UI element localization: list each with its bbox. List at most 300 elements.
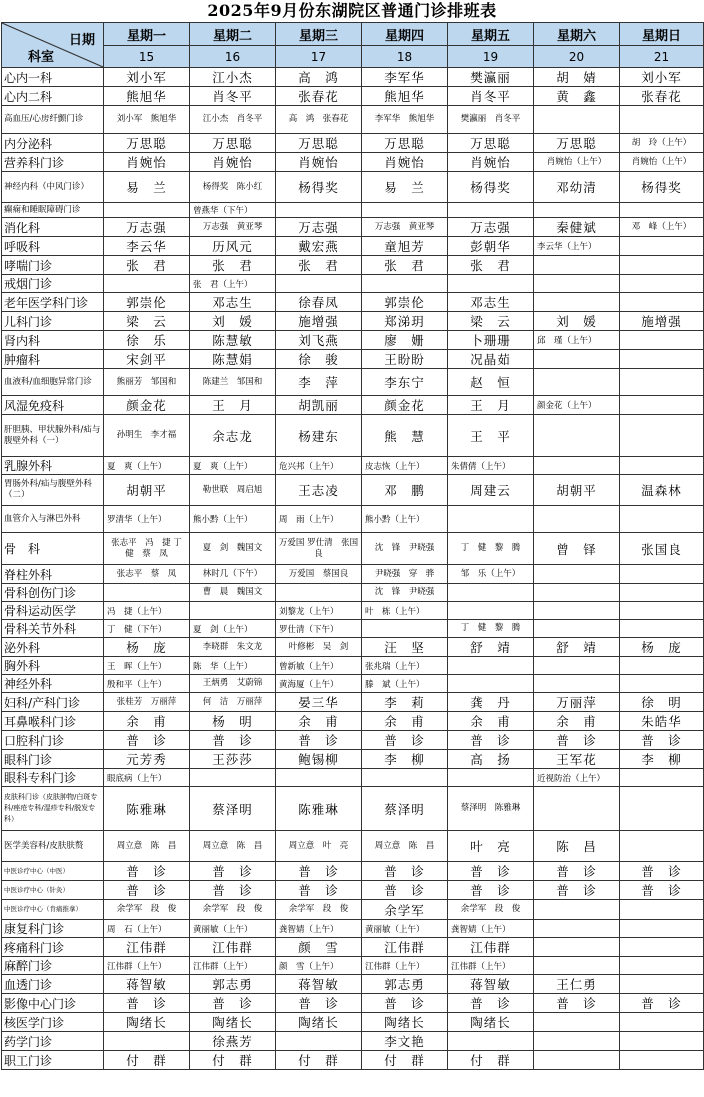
doctor-cell: 颜金花: [104, 396, 190, 415]
doctor-cell: 付 群: [190, 1051, 276, 1070]
doctor-cell: 沈 锋 尹晓强: [362, 533, 448, 565]
doctor-cell: 夏 剑 魏国文: [190, 533, 276, 565]
doctor-cell: 余学军 段 俊: [448, 900, 534, 920]
doctor-cell: [534, 787, 620, 831]
doctor-cell: [620, 1013, 704, 1032]
doctor-cell: 江伟群（上午）: [190, 957, 276, 975]
table-row: [2, 638, 704, 657]
doctor-cell: 晏三华: [276, 693, 362, 712]
doctor-cell: 江伟群（上午）: [104, 957, 190, 975]
doctor-cell: 普 诊: [620, 881, 704, 900]
doctor-cell: 李军华: [362, 68, 448, 87]
doctor-cell: [620, 602, 704, 620]
dept-name: 中医诊疗中心（肯痛推拿）: [2, 900, 104, 920]
doctor-cell: [620, 293, 704, 312]
page-title: 2025年9月份东湖院区普通门诊排班表: [207, 1, 497, 20]
doctor-cell: 万爱国 蔡国良: [276, 565, 362, 584]
table-row: [2, 731, 704, 750]
dept-name: 眼科门诊: [2, 750, 104, 769]
doctor-cell: 蔡泽明: [190, 787, 276, 831]
doctor-cell: 高 鸿 张春花: [276, 106, 362, 134]
doctor-cell: [534, 350, 620, 369]
doctor-cell: 李东宁: [362, 369, 448, 396]
doctor-cell: 张志平 冯 捷 丁 健 蔡 凤: [104, 533, 190, 565]
doctor-cell: 颜 雪: [276, 938, 362, 957]
doctor-cell: 舒 靖: [534, 638, 620, 657]
doctor-cell: 余学军 段 俊: [104, 900, 190, 920]
doctor-cell: [448, 657, 534, 675]
doctor-cell: 江伟群: [190, 938, 276, 957]
doctor-cell: [534, 620, 620, 638]
doctor-cell: 张志平 蔡 凤: [104, 565, 190, 584]
doctor-cell: 邓幼清: [534, 172, 620, 203]
doctor-cell: [620, 584, 704, 602]
date-header: 21: [620, 46, 704, 68]
table-row: [2, 506, 704, 533]
doctor-cell: 朱倩倩（上午）: [448, 457, 534, 475]
doctor-cell: 易 兰: [362, 172, 448, 203]
doctor-cell: 周立意 陈 昌: [190, 831, 276, 862]
doctor-cell: [448, 506, 534, 533]
doctor-cell: 万志强 黄亚琴: [190, 218, 276, 237]
doctor-cell: 陈慧敏: [190, 331, 276, 350]
doctor-cell: 梁 云: [104, 312, 190, 331]
doctor-cell: 龚智婧（上午）: [448, 920, 534, 938]
doctor-cell: 付 群: [104, 1051, 190, 1070]
table-row: [2, 750, 704, 769]
doctor-cell: 张 君: [448, 256, 534, 275]
doctor-cell: 王 平: [448, 415, 534, 457]
doctor-cell: [620, 256, 704, 275]
doctor-cell: [620, 787, 704, 831]
dept-name: 内分泌科: [2, 134, 104, 153]
doctor-cell: [534, 1032, 620, 1051]
doctor-cell: 陈建兰 邹国和: [190, 369, 276, 396]
dept-name: 血液科/血细胞异常门诊: [2, 369, 104, 396]
doctor-cell: 张兆瑞（上午）: [362, 657, 448, 675]
doctor-cell: 普 诊: [190, 994, 276, 1013]
doctor-cell: 刘小军: [620, 68, 704, 87]
date-header: 17: [276, 46, 362, 68]
doctor-cell: 肖婉怡: [448, 153, 534, 172]
dept-name: 骨 科: [2, 533, 104, 565]
table-row: [2, 787, 704, 831]
doctor-cell: 张国良: [620, 533, 704, 565]
doctor-cell: [620, 938, 704, 957]
doctor-cell: 杨得奖: [448, 172, 534, 203]
doctor-cell: [620, 396, 704, 415]
doctor-cell: [276, 769, 362, 787]
doctor-cell: 邹 乐（上午）: [448, 565, 534, 584]
weekday-header: 星期六: [534, 23, 620, 46]
doctor-cell: 普 诊: [620, 994, 704, 1013]
doctor-cell: 夏 爽（上午）: [190, 457, 276, 475]
dept-name: 骨科运动医学: [2, 602, 104, 620]
doctor-cell: 江小杰: [190, 68, 276, 87]
doctor-cell: 颜 雪（上午）: [276, 957, 362, 975]
doctor-cell: [534, 584, 620, 602]
doctor-cell: [534, 275, 620, 293]
doctor-cell: 胡 婧: [534, 68, 620, 87]
doctor-cell: 温森林: [620, 475, 704, 506]
doctor-cell: 普 诊: [104, 881, 190, 900]
table-row: [2, 312, 704, 331]
doctor-cell: [534, 415, 620, 457]
dept-axis-label: 科室: [28, 50, 55, 65]
doctor-cell: 普 诊: [276, 862, 362, 881]
doctor-cell: 普 诊: [362, 881, 448, 900]
doctor-cell: 张 君（上午）: [190, 275, 276, 293]
dept-name: 影像中心门诊: [2, 994, 104, 1013]
doctor-cell: 颜金花（上午）: [534, 396, 620, 415]
doctor-cell: [534, 506, 620, 533]
doctor-cell: 杨得奖: [276, 172, 362, 203]
doctor-cell: 邓志生: [190, 293, 276, 312]
dept-name: 哮喘门诊: [2, 256, 104, 275]
table-row: [2, 293, 704, 312]
doctor-cell: 叶 亮: [448, 831, 534, 862]
doctor-cell: 叶 栋（上午）: [362, 602, 448, 620]
doctor-cell: 近视防治（上午）: [534, 769, 620, 787]
doctor-cell: [104, 584, 190, 602]
doctor-cell: 黄 鑫: [534, 87, 620, 106]
doctor-cell: 李军华 熊旭华: [362, 106, 448, 134]
date-axis-label: 日期: [68, 33, 95, 48]
table-row: [2, 675, 704, 693]
doctor-cell: [620, 106, 704, 134]
doctor-cell: [534, 1013, 620, 1032]
doctor-cell: 孙明生 李才福: [104, 415, 190, 457]
doctor-cell: 卜珊珊: [448, 331, 534, 350]
dept-name: 呼吸科: [2, 237, 104, 256]
doctor-cell: 胡 玲（上午）: [620, 134, 704, 153]
dept-name: 口腔科门诊: [2, 731, 104, 750]
doctor-cell: 黄丽敏（上午）: [362, 920, 448, 938]
doctor-cell: 彭朝华: [448, 237, 534, 256]
doctor-cell: 徐燕芳: [190, 1032, 276, 1051]
doctor-cell: 万丽萍: [534, 693, 620, 712]
doctor-cell: [362, 769, 448, 787]
doctor-cell: 熊丽芳 邹国和: [104, 369, 190, 396]
doctor-cell: [620, 415, 704, 457]
dept-name: 胸外科: [2, 657, 104, 675]
doctor-cell: 余志龙: [190, 415, 276, 457]
table-row: [2, 1032, 704, 1051]
doctor-cell: [104, 275, 190, 293]
doctor-cell: 蒋智敏: [448, 975, 534, 994]
doctor-cell: 曹 晨 魏国文: [190, 584, 276, 602]
doctor-cell: 熊旭华: [104, 87, 190, 106]
doctor-cell: [276, 275, 362, 293]
doctor-cell: [534, 293, 620, 312]
doctor-cell: [362, 203, 448, 218]
doctor-cell: 朱皓华: [620, 712, 704, 731]
date-header: 18: [362, 46, 448, 68]
doctor-cell: 胡朝平: [104, 475, 190, 506]
doctor-cell: [534, 369, 620, 396]
doctor-cell: 熊小黔（上午）: [190, 506, 276, 533]
doctor-cell: 刘小军: [104, 68, 190, 87]
weekday-header: 星期四: [362, 23, 448, 46]
doctor-cell: [620, 350, 704, 369]
doctor-cell: 万志强: [104, 218, 190, 237]
doctor-cell: 陶绪长: [276, 1013, 362, 1032]
weekday-header: 星期日: [620, 23, 704, 46]
dept-name: 乳腺外科: [2, 457, 104, 475]
doctor-cell: 普 诊: [620, 731, 704, 750]
doctor-cell: [448, 602, 534, 620]
doctor-cell: 余 甫: [448, 712, 534, 731]
doctor-cell: 刘黎龙（上午）: [276, 602, 362, 620]
doctor-cell: 宋剑平: [104, 350, 190, 369]
doctor-cell: 林时几（下午）: [190, 565, 276, 584]
doctor-cell: 陈 华（上午）: [190, 657, 276, 675]
dept-name: 风湿免疫科: [2, 396, 104, 415]
doctor-cell: [620, 331, 704, 350]
doctor-cell: 汪 坚: [362, 638, 448, 657]
table-row: [2, 831, 704, 862]
doctor-cell: 周立意 陈 昌: [104, 831, 190, 862]
dept-name: 儿科门诊: [2, 312, 104, 331]
doctor-cell: 曾 铎: [534, 533, 620, 565]
doctor-cell: 余 甫: [276, 712, 362, 731]
doctor-cell: 龚智婧（上午）: [276, 920, 362, 938]
weekday-header: 星期三: [276, 23, 362, 46]
doctor-cell: 熊小黔（上午）: [362, 506, 448, 533]
schedule-sheet: [1, 0, 703, 1070]
doctor-cell: 肖婉怡: [104, 153, 190, 172]
doctor-cell: 邓 峰（上午）: [620, 218, 704, 237]
date-header-row: [2, 46, 704, 68]
doctor-cell: [104, 1032, 190, 1051]
table-row: [2, 218, 704, 237]
doctor-cell: 普 诊: [448, 881, 534, 900]
table-row: [2, 712, 704, 731]
doctor-cell: 刘 媛: [534, 312, 620, 331]
doctor-cell: 丁 健 黎 腾: [448, 533, 534, 565]
doctor-cell: 施增强: [276, 312, 362, 331]
doctor-cell: 万思聪: [448, 134, 534, 153]
doctor-cell: [620, 1051, 704, 1070]
doctor-cell: 肖婉怡: [362, 153, 448, 172]
dept-name: 骨科创伤门诊: [2, 584, 104, 602]
doctor-cell: 刘 媛: [190, 312, 276, 331]
doctor-cell: [534, 1051, 620, 1070]
table-row: [2, 994, 704, 1013]
doctor-cell: 李云华: [104, 237, 190, 256]
doctor-cell: 普 诊: [276, 994, 362, 1013]
dept-name: 妇科/产科门诊: [2, 693, 104, 712]
table-row: [2, 602, 704, 620]
dept-name: 泌外科: [2, 638, 104, 657]
doctor-cell: [362, 275, 448, 293]
doctor-cell: [620, 237, 704, 256]
doctor-cell: [190, 769, 276, 787]
doctor-cell: 冯 捷（上午）: [104, 602, 190, 620]
doctor-cell: 张春花: [276, 87, 362, 106]
doctor-cell: 刘飞燕: [276, 331, 362, 350]
doctor-cell: 邱 瑾（上午）: [534, 331, 620, 350]
doctor-cell: [448, 584, 534, 602]
doctor-cell: [534, 256, 620, 275]
table-row: [2, 938, 704, 957]
doctor-cell: 樊瀛丽 肖冬平: [448, 106, 534, 134]
doctor-cell: [534, 602, 620, 620]
doctor-cell: 王炳勇 艾蔚锦: [190, 675, 276, 693]
table-row: [2, 1013, 704, 1032]
doctor-cell: 江伟群: [362, 938, 448, 957]
doctor-cell: 李 莉: [362, 693, 448, 712]
doctor-cell: 余 甫: [534, 712, 620, 731]
table-row: [2, 769, 704, 787]
doctor-cell: [104, 203, 190, 218]
doctor-cell: 杨得奖 陈小红: [190, 172, 276, 203]
doctor-cell: 王 月: [190, 396, 276, 415]
doctor-cell: 江伟群（上午）: [362, 957, 448, 975]
doctor-cell: 余学军 段 俊: [190, 900, 276, 920]
date-header: 15: [104, 46, 190, 68]
doctor-cell: 蒋智敏: [276, 975, 362, 994]
dept-name: 药学门诊: [2, 1032, 104, 1051]
doctor-cell: 江伟群: [448, 938, 534, 957]
doctor-cell: 普 诊: [448, 862, 534, 881]
doctor-cell: 普 诊: [276, 881, 362, 900]
doctor-cell: 万思聪: [276, 134, 362, 153]
doctor-cell: 廖 姗: [362, 331, 448, 350]
doctor-cell: 徐 骏: [276, 350, 362, 369]
doctor-cell: [448, 769, 534, 787]
doctor-cell: 王盼盼: [362, 350, 448, 369]
doctor-cell: 周建云: [448, 475, 534, 506]
dept-name: 消化科: [2, 218, 104, 237]
dept-name: 神经内科（中风门诊）: [2, 172, 104, 203]
doctor-cell: 普 诊: [104, 862, 190, 881]
doctor-cell: 普 诊: [534, 881, 620, 900]
doctor-cell: [448, 675, 534, 693]
table-row: [2, 350, 704, 369]
doctor-cell: 熊 慧: [362, 415, 448, 457]
doctor-cell: [620, 620, 704, 638]
doctor-cell: 普 诊: [448, 994, 534, 1013]
doctor-cell: 万思聪: [534, 134, 620, 153]
dept-name: 耳鼻喉科门诊: [2, 712, 104, 731]
doctor-cell: 皮志恢（上午）: [362, 457, 448, 475]
doctor-cell: 龚 丹: [448, 693, 534, 712]
dept-name: 癫痫和睡眠障碍门诊: [2, 203, 104, 218]
doctor-cell: [534, 106, 620, 134]
doctor-cell: 况晶茹: [448, 350, 534, 369]
dept-name: 血管介入与淋巴外科: [2, 506, 104, 533]
doctor-cell: 普 诊: [362, 731, 448, 750]
doctor-cell: 历风元: [190, 237, 276, 256]
doctor-cell: 肖冬平: [448, 87, 534, 106]
doctor-cell: 普 诊: [620, 862, 704, 881]
dept-name: 中医诊疗中心（中医）: [2, 862, 104, 881]
doctor-cell: 普 诊: [534, 994, 620, 1013]
table-row: [2, 862, 704, 881]
doctor-cell: [534, 657, 620, 675]
table-row: [2, 881, 704, 900]
doctor-cell: 陈慧娟: [190, 350, 276, 369]
doctor-cell: 周 石（上午）: [104, 920, 190, 938]
doctor-cell: [534, 565, 620, 584]
table-row: [2, 1051, 704, 1070]
doctor-cell: 熊旭华: [362, 87, 448, 106]
doctor-cell: 戴宏燕: [276, 237, 362, 256]
doctor-cell: [620, 203, 704, 218]
doctor-cell: 肖婉怡（上午）: [620, 153, 704, 172]
dept-name: 血透门诊: [2, 975, 104, 994]
table-row: [2, 900, 704, 920]
doctor-cell: 施增强: [620, 312, 704, 331]
doctor-cell: 普 诊: [448, 731, 534, 750]
date-header: 20: [534, 46, 620, 68]
doctor-cell: 颜金花: [362, 396, 448, 415]
doctor-cell: 郭志勇: [190, 975, 276, 994]
doctor-cell: 张 君: [190, 256, 276, 275]
table-row: [2, 584, 704, 602]
doctor-cell: 陶绪长: [190, 1013, 276, 1032]
dept-name: 核医学门诊: [2, 1013, 104, 1032]
table-row: [2, 693, 704, 712]
doctor-cell: 杨得奖: [620, 172, 704, 203]
dept-name: 皮肤科门诊（皮肤肿物/白斑专科/痤疮专科/湿疹专科/脱发专科）: [2, 787, 104, 831]
doctor-cell: 普 诊: [362, 994, 448, 1013]
doctor-cell: 郭崇伦: [362, 293, 448, 312]
doctor-cell: [620, 457, 704, 475]
doctor-cell: 余 甫: [104, 712, 190, 731]
doctor-cell: 肖婉怡（上午）: [534, 153, 620, 172]
dept-name: 眼科专科门诊: [2, 769, 104, 787]
doctor-cell: 张 君: [104, 256, 190, 275]
dept-name: 肝胆胰、甲状腺外科/疝与腹壁外科（一）: [2, 415, 104, 457]
doctor-cell: [620, 506, 704, 533]
dept-name: 老年医学科门诊: [2, 293, 104, 312]
doctor-cell: 邓志生: [448, 293, 534, 312]
doctor-cell: 王志凌: [276, 475, 362, 506]
doctor-cell: 丁 健 黎 腾: [448, 620, 534, 638]
doctor-cell: 万思聪: [362, 134, 448, 153]
doctor-cell: 王 晖（上午）: [104, 657, 190, 675]
doctor-cell: 江伟群（上午）: [448, 957, 534, 975]
doctor-cell: 秦健斌: [534, 218, 620, 237]
doctor-cell: 陶绪长: [362, 1013, 448, 1032]
doctor-cell: [620, 900, 704, 920]
doctor-cell: 夏 爽（上午）: [104, 457, 190, 475]
doctor-cell: 元芳秀: [104, 750, 190, 769]
doctor-cell: 张桂芳 万丽萍: [104, 693, 190, 712]
doctor-cell: 万思聪: [104, 134, 190, 153]
doctor-cell: 尹晓强 穿 骅: [362, 565, 448, 584]
doctor-cell: [534, 900, 620, 920]
doctor-cell: 普 诊: [104, 994, 190, 1013]
doctor-cell: [534, 920, 620, 938]
doctor-cell: 周立意 叶 亮: [276, 831, 362, 862]
doctor-cell: [620, 369, 704, 396]
doctor-cell: [534, 203, 620, 218]
dept-name: 胃肠外科/疝与腹壁外科（二）: [2, 475, 104, 506]
table-row: [2, 331, 704, 350]
table-row: [2, 975, 704, 994]
doctor-cell: 郭志勇: [362, 975, 448, 994]
doctor-cell: 陈雅琳: [104, 787, 190, 831]
doctor-cell: [276, 203, 362, 218]
doctor-cell: 郭崇伦: [104, 293, 190, 312]
doctor-cell: 王莎莎: [190, 750, 276, 769]
doctor-cell: 胡凯丽: [276, 396, 362, 415]
doctor-cell: [620, 657, 704, 675]
table-row: [2, 68, 704, 87]
